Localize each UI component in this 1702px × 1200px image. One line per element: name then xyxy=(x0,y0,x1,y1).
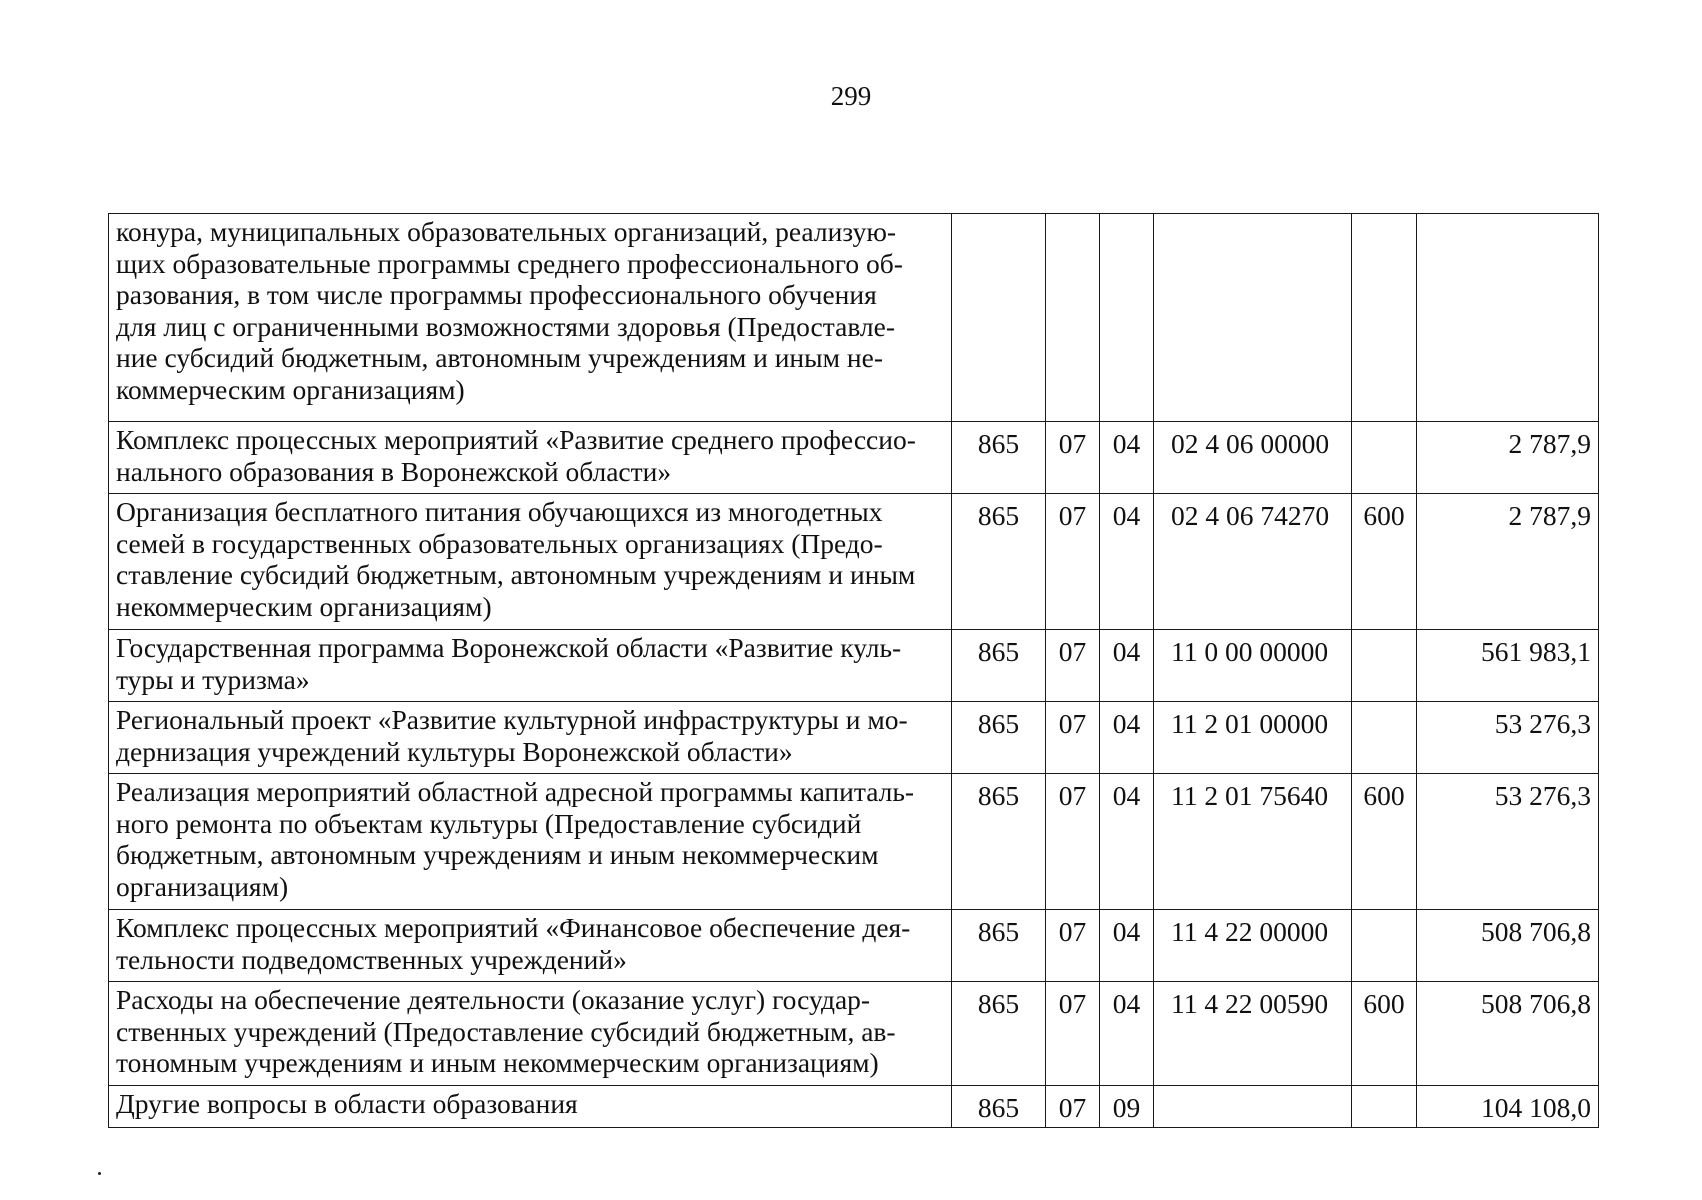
amount: 508 706,8 xyxy=(1417,910,1599,982)
section-code: 07 xyxy=(1046,1086,1100,1128)
amount: 561 983,1 xyxy=(1417,630,1599,702)
table-row xyxy=(109,422,1599,494)
subsection-code: 04 xyxy=(1100,630,1154,702)
ministry-code: 865 xyxy=(952,910,1046,982)
table-row xyxy=(109,982,1599,1086)
expense-type-code xyxy=(1352,702,1417,774)
page-number: 299 xyxy=(830,81,872,111)
subsection-code: 04 xyxy=(1100,422,1154,494)
target-article-code: 11 4 22 00590 xyxy=(1154,982,1352,1086)
target-article-code xyxy=(1154,214,1352,422)
ministry-code: 865 xyxy=(952,422,1046,494)
target-article-code: 11 2 01 00000 xyxy=(1154,702,1352,774)
amount: 104 108,0 xyxy=(1417,1086,1599,1128)
subsection-code: 04 xyxy=(1100,774,1154,910)
section-code: 07 xyxy=(1046,774,1100,910)
section-code xyxy=(1046,214,1100,422)
budget-table xyxy=(108,213,1599,1128)
expense-type-code: 600 xyxy=(1352,982,1417,1086)
ministry-code: 865 xyxy=(952,774,1046,910)
section-code: 07 xyxy=(1046,982,1100,1086)
subsection-code: 04 xyxy=(1100,982,1154,1086)
ministry-code xyxy=(952,214,1046,422)
expense-type-code xyxy=(1352,422,1417,494)
section-code: 07 xyxy=(1046,702,1100,774)
table-row xyxy=(109,910,1599,982)
subsection-code xyxy=(1100,214,1154,422)
amount: 2 787,9 xyxy=(1417,422,1599,494)
target-article-code: 02 4 06 74270 xyxy=(1154,494,1352,630)
subsection-code: 04 xyxy=(1100,910,1154,982)
ministry-code: 865 xyxy=(952,494,1046,630)
section-code: 07 xyxy=(1046,494,1100,630)
amount: 53 276,3 xyxy=(1417,702,1599,774)
target-article-code: 11 4 22 00000 xyxy=(1154,910,1352,982)
row-name: Организация бесплатного питания обучающихся из многодетных семей в государственных образовательных организациях (Предо- ставление субсидий бюджетным, автономным учреждениям и иным некоммерческим организациям) xyxy=(109,494,952,630)
subsection-code: 04 xyxy=(1100,702,1154,774)
ministry-code: 865 xyxy=(952,702,1046,774)
expense-type-code: 600 xyxy=(1352,494,1417,630)
row-name: Комплекс процессных мероприятий «Развитие среднего профессио- нального образования в Воронежской области» xyxy=(109,422,952,494)
target-article-code: 11 0 00 00000 xyxy=(1154,630,1352,702)
row-name: конура, муниципальных образовательных организаций, реализую- щих образовательные программы среднего профессионального об- разования, в том числе программы профессионального обучения для лиц с ограниченными возможностями здоровья (Предоставле- ние субсидий бюджетным, автономным учреждениям и иным не- коммерческим организациям) xyxy=(109,214,952,422)
table-row xyxy=(109,1086,1599,1128)
row-name: Региональный проект «Развитие культурной инфраструктуры и мо- дернизация учреждений культуры Воронежской области» xyxy=(109,702,952,774)
subsection-code: 09 xyxy=(1100,1086,1154,1128)
amount: 53 276,3 xyxy=(1417,774,1599,910)
table-row xyxy=(109,214,1599,422)
ministry-code: 865 xyxy=(952,1086,1046,1128)
table-row xyxy=(109,494,1599,630)
section-code: 07 xyxy=(1046,630,1100,702)
section-code: 07 xyxy=(1046,422,1100,494)
table-row xyxy=(109,774,1599,910)
row-name: Реализация мероприятий областной адресной программы капиталь- ного ремонта по объектам культуры (Предоставление субсидий бюджетным, автономным учреждениям и иным некоммерческим организациям) xyxy=(109,774,952,910)
subsection-code: 04 xyxy=(1100,494,1154,630)
target-article-code xyxy=(1154,1086,1352,1128)
table-row xyxy=(109,630,1599,702)
target-article-code: 02 4 06 00000 xyxy=(1154,422,1352,494)
amount xyxy=(1417,214,1599,422)
row-name: Государственная программа Воронежской области «Развитие куль- туры и туризма» xyxy=(109,630,952,702)
expense-type-code: 600 xyxy=(1352,774,1417,910)
row-name: Другие вопросы в области образования xyxy=(109,1086,952,1128)
row-name: Расходы на обеспечение деятельности (оказание услуг) государ- ственных учреждений (Предоставление субсидий бюджетным, ав- тономным учреждениям и иным некоммерческим организациям) xyxy=(109,982,952,1086)
amount: 2 787,9 xyxy=(1417,494,1599,630)
expense-type-code xyxy=(1352,910,1417,982)
section-code: 07 xyxy=(1046,910,1100,982)
expense-type-code xyxy=(1352,214,1417,422)
expense-type-code xyxy=(1352,630,1417,702)
expense-type-code xyxy=(1352,1086,1417,1128)
scan-speck xyxy=(98,1172,101,1175)
target-article-code: 11 2 01 75640 xyxy=(1154,774,1352,910)
ministry-code: 865 xyxy=(952,630,1046,702)
table-row xyxy=(109,702,1599,774)
row-name: Комплекс процессных мероприятий «Финансовое обеспечение дея- тельности подведомственных учреждений» xyxy=(109,910,952,982)
amount: 508 706,8 xyxy=(1417,982,1599,1086)
ministry-code: 865 xyxy=(952,982,1046,1086)
